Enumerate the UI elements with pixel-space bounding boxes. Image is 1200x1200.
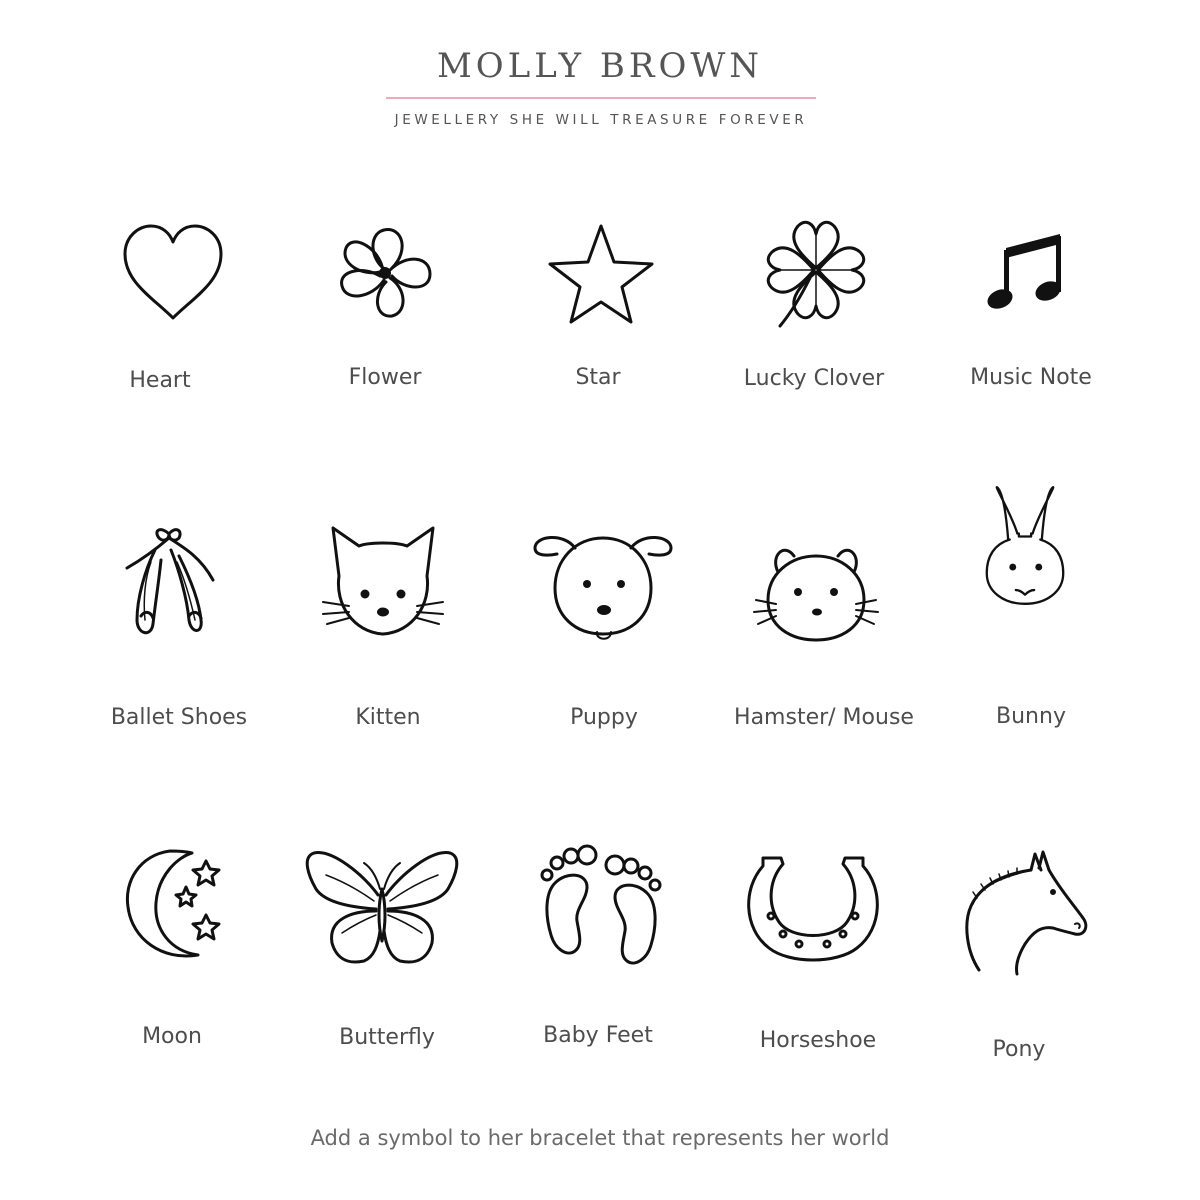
baby-feet-icon bbox=[521, 843, 681, 973]
symbol-label-lucky-clover: Lucky Clover bbox=[743, 366, 885, 391]
bunny-icon bbox=[945, 483, 1105, 613]
puppy-icon bbox=[523, 520, 683, 650]
clover-icon bbox=[736, 210, 896, 340]
symbol-label-bunny: Bunny bbox=[996, 704, 1066, 729]
pink-divider bbox=[386, 97, 816, 99]
heart-icon bbox=[93, 210, 253, 340]
butterfly-icon bbox=[302, 845, 462, 975]
moon-icon bbox=[100, 843, 260, 973]
symbol-label-star: Star bbox=[575, 365, 621, 390]
brand-logo-text: MOLLY BROWN bbox=[436, 46, 764, 86]
pony-icon bbox=[945, 848, 1105, 978]
symbol-label-ballet-shoes: Ballet Shoes bbox=[110, 705, 248, 730]
symbol-label-hamster-mouse: Hamster/ Mouse bbox=[734, 705, 914, 730]
symbol-label-horseshoe: Horseshoe bbox=[759, 1028, 877, 1053]
symbol-label-moon: Moon bbox=[142, 1024, 202, 1049]
hamster-icon bbox=[736, 530, 896, 660]
brand-tagline: JEWELLERY SHE WILL TREASURE FOREVER bbox=[394, 112, 808, 128]
symbol-label-heart: Heart bbox=[129, 368, 191, 393]
symbol-label-butterfly: Butterfly bbox=[339, 1025, 435, 1050]
symbol-label-pony: Pony bbox=[992, 1037, 1046, 1062]
music-note-icon bbox=[944, 210, 1104, 340]
symbol-label-kitten: Kitten bbox=[355, 705, 421, 730]
footer-caption: Add a symbol to her bracelet that represents her world bbox=[310, 1126, 890, 1150]
ballet-shoes-icon bbox=[89, 520, 249, 650]
horseshoe-icon bbox=[733, 848, 893, 978]
flower-icon bbox=[306, 210, 466, 340]
symbol-label-flower: Flower bbox=[348, 365, 422, 390]
symbol-label-puppy: Puppy bbox=[570, 705, 638, 730]
kitten-icon bbox=[303, 520, 463, 650]
star-icon bbox=[521, 210, 681, 340]
symbol-label-music-note: Music Note bbox=[970, 365, 1092, 390]
symbol-label-baby-feet: Baby Feet bbox=[543, 1023, 653, 1048]
